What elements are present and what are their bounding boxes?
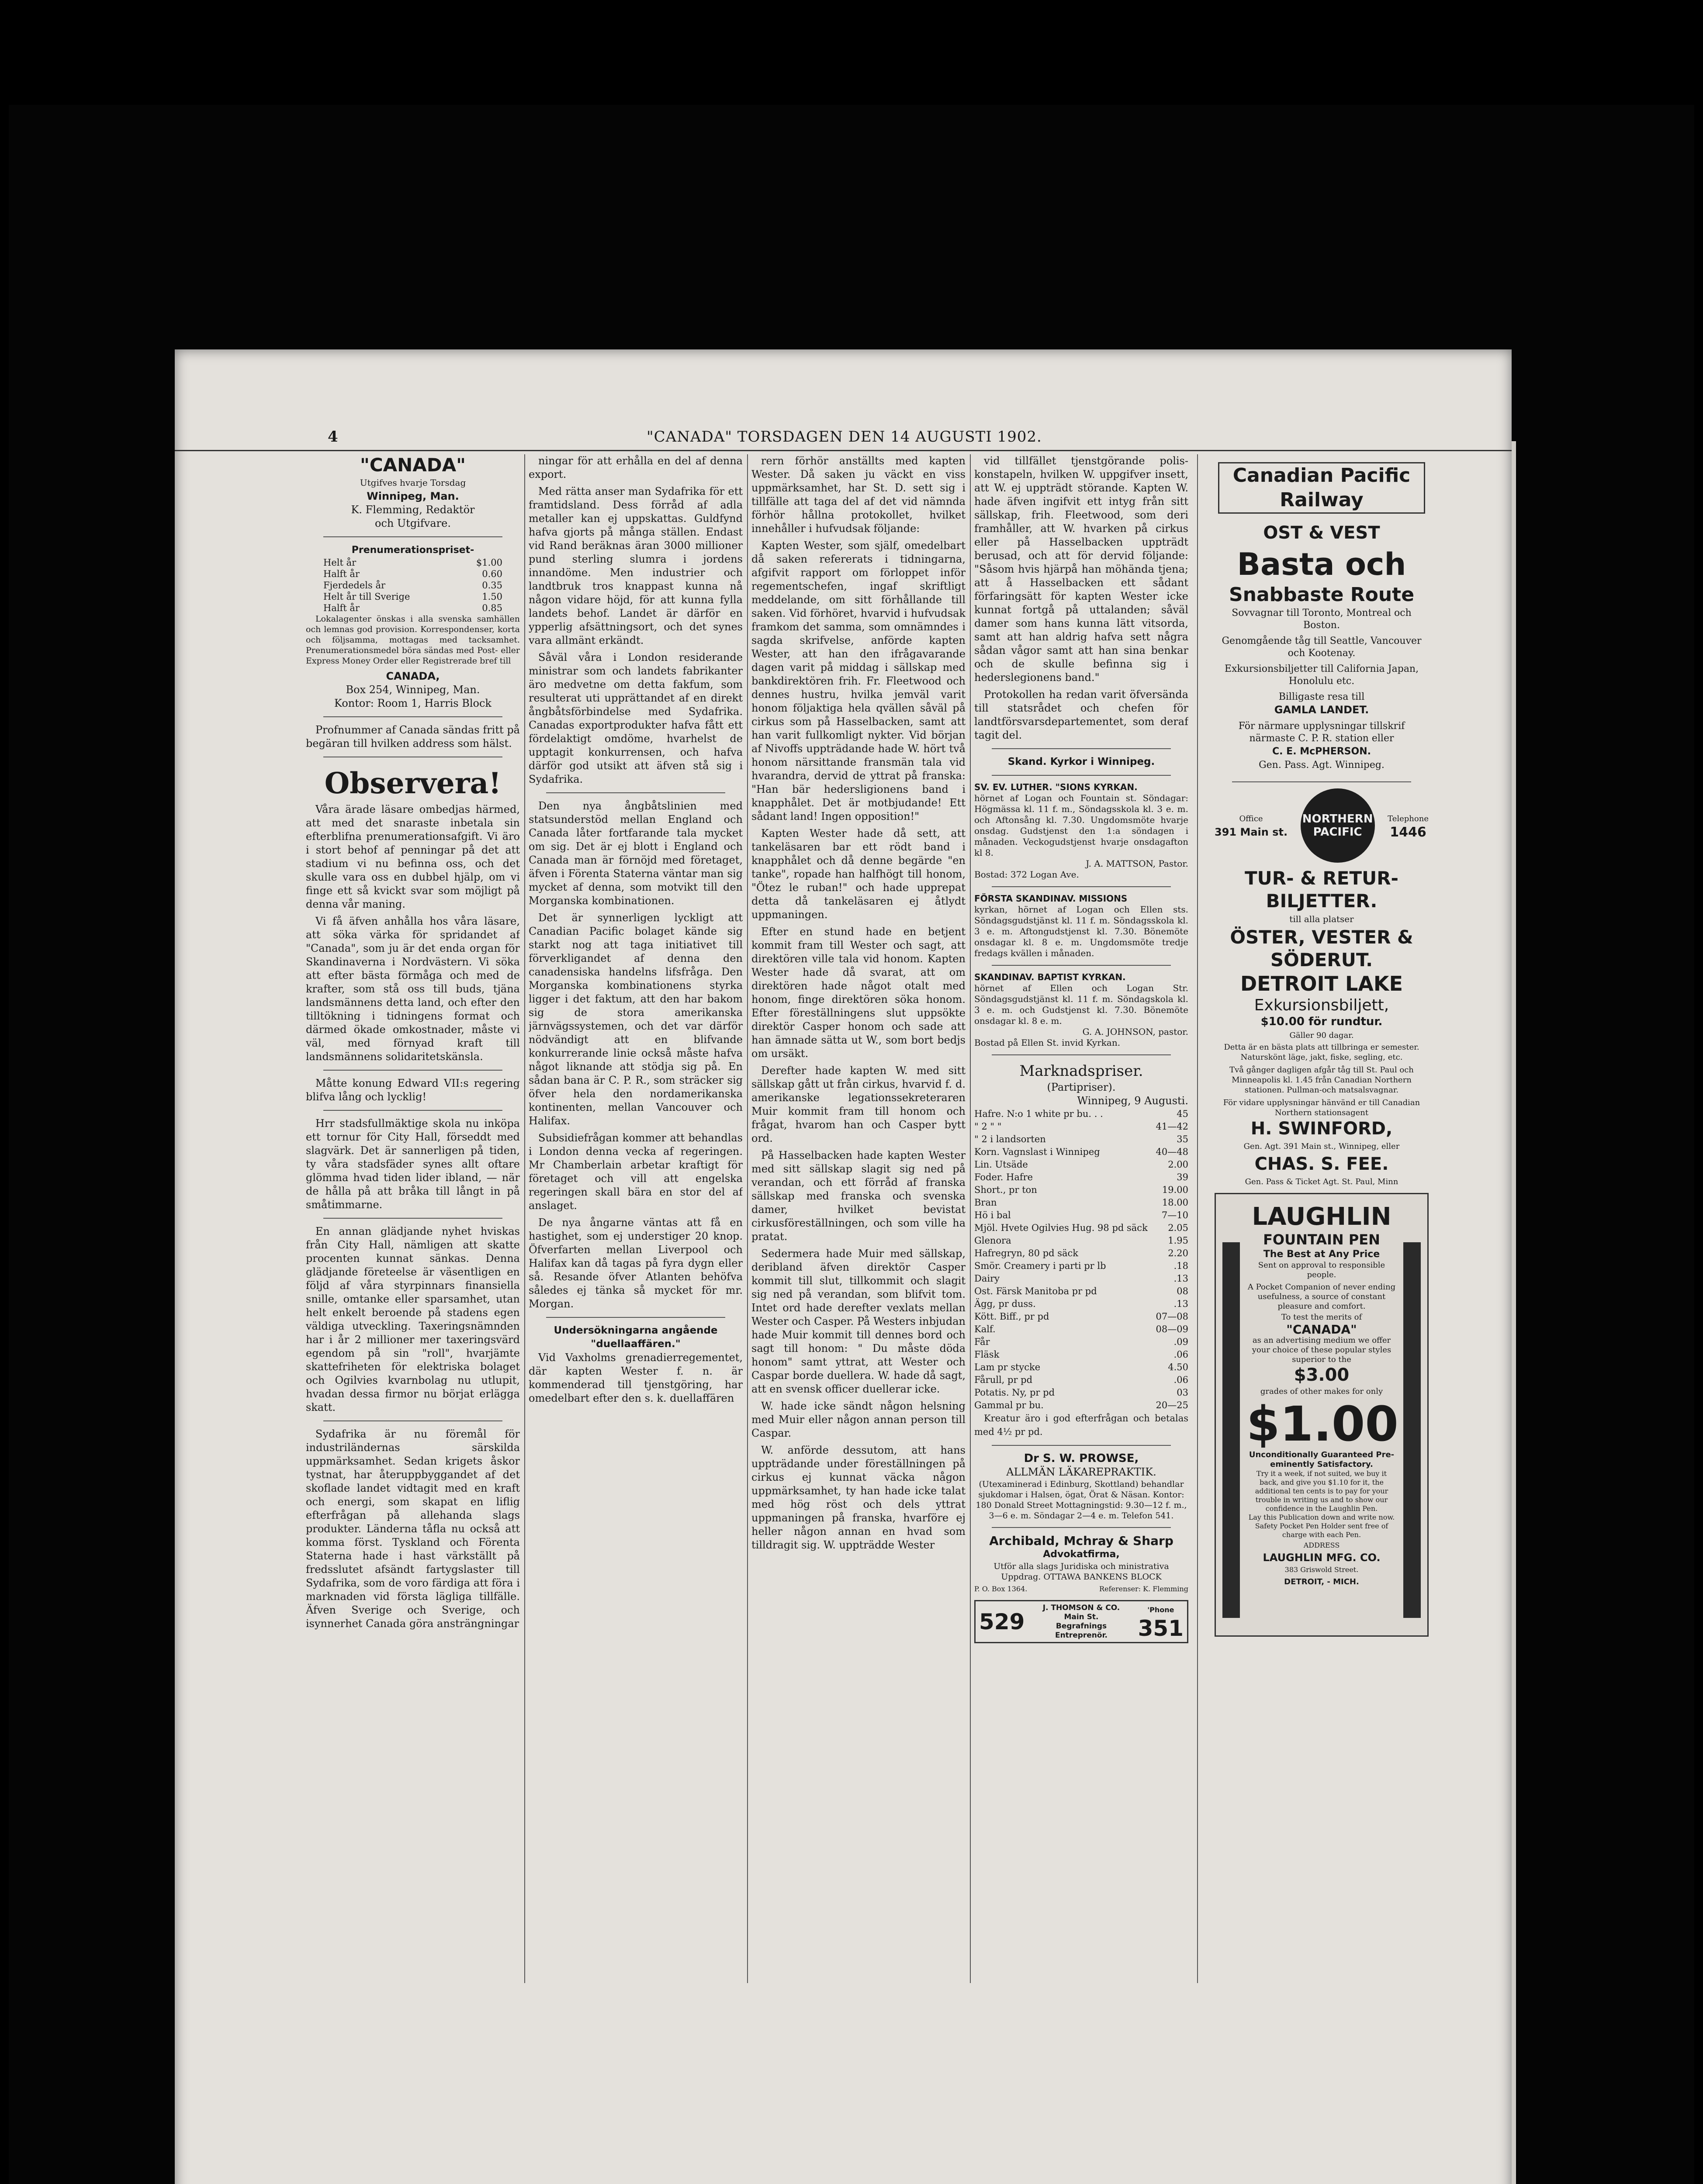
cpr-subtitle: OST & VEST [1263,523,1380,543]
page-number: 4 [328,428,338,446]
market-price: 35 [1177,1134,1188,1144]
market-item: Dairy [974,1273,1000,1284]
thomson-number-left: 529 [979,1609,1025,1635]
prowse-text: (Utexaminerad i Edinburg, Skottland) behandlar sjukdomar i Halsen, ögat, Örat & Näsan. Kontor: 180 Donald Street Mottagningstid: 9.30—12 f. m., 3—6 e. m. Söndagar 2—4 e. m. Telefon 541. [976,1479,1187,1521]
church-text: kyrkan, hörnet af Logan och Ellen sts. Söndagsgudstjänst kl. 11 f. m. Söndagsskola kl. 3 e. m. Aftongudstjenst kl. 7.30. Bönemöte onsdagar kl. 8 e. m. Ungdomsmöte tredje fredags kvällen i månaden. [974,904,1188,958]
pen-line: To test the merits of [1281,1313,1362,1322]
market-item: Korn. Vagnslast i Winnipeg [974,1147,1100,1157]
paragraph: Såväl våra i London residerande ministrar som och landets fabrikanter äro medvetne om detta fakfum, som resulterat uti upprättandet af en direkt ångbåtsförbindelse med Sydafrika. Canadas exportprodukter hafva fått ett fördelaktigt omdöme, hvarhelst de upptagit konkurrensen, och hafva därför god utsikt att äfven stå sig i Sydafrika. [529,651,743,785]
column-rule [1197,454,1198,1983]
market-item: Lin. Utsäde [974,1159,1028,1170]
paragraph: Hrr stadsfullmäktige skola nu inköpa ett tornur för City Hall, förseddt med slagvärk. Det är sannerligen på tiden, ty våra stadsfäder synes allt oftare glömma hvad tiden lider ibland, — när de hålla på att bråka till långt in på småtimmarne. [306,1117,520,1211]
market-price: 1.95 [1168,1235,1188,1246]
pen-old-price: $3.00 [1294,1365,1350,1385]
church-address: Bostad på Ellen St. invid Kyrkan. [974,1037,1121,1048]
market-item: Kalf. [974,1324,996,1334]
rate-row: Fjerdedels år 0.35 [323,580,502,591]
market-price: 41—42 [1156,1121,1188,1132]
paragraph: Derefter hade kapten W. med sitt sällskap gått ut från cirkus, hvarvid f. d. amerikanske legationssekreteraren Muir kommit fram till honom och frågat, hvarom han och Casper bytt ord. [751,1064,966,1144]
northern-pacific-ad [1215,788,1429,1189]
fountain-pen-icon [1222,1242,1240,1618]
church-listing [974,782,1188,1048]
paragraph: Kapten Wester hade då sett, att tankeläsaren bar ett rödt band i knapphålet och då denne begärde "en tanke", ropade han halfhögt till honom, "Ötez le ruban!" och hade upprepat detta då tankeläsaren ej åtlydt uppmaningen. [751,827,966,921]
market-price: 20—25 [1156,1400,1188,1410]
np-detroit-lake: DETROIT LAKE [1240,972,1403,995]
np-excursion: Exkursionsbiljett, [1254,996,1389,1014]
law-firm-title: Advokatfirma, [1043,1549,1120,1560]
market-price: 18.00 [1162,1197,1188,1208]
cpr-agent: C. E. McPHERSON. [1272,746,1371,757]
newspaper-page [175,349,1512,2184]
market-subtitle: (Partipriser). [1047,1081,1116,1093]
paragraph: De nya ångarne väntas att få en hastighet, som ej understiger 20 knop. Öfverfarten mellan Liverpool och Halifax kan då tagas på fyra dygn eller så. Resande öfver Atlanten behöfva således ej tänka så mycket för mr. Morgan. [529,1216,743,1310]
market-row [974,1386,1188,1399]
market-item: Short., pr ton [974,1185,1037,1195]
pen-line: Unconditionally Guaranteed Pre-eminently Satisfactory. [1249,1450,1395,1469]
market-row [974,1184,1188,1196]
cpr-line: Sovvagnar till Toronto, Montreal och Boston. [1232,608,1412,631]
market-price: .13 [1173,1273,1188,1284]
fountain-pen-icon [1403,1242,1421,1618]
paragraph: Efter en stund hade en betjent kommit fram till Wester och sagt, att direktören ville tala vid honom. Kapten Wester hade då svarat, att om direktören hade något otalt med honom, finge direktören söka honom. Efter föreställningens slut uppsökte direktör Casper honom och sade att han ämnade sätta ut W., som bort bedjs om ursäkt. [751,926,966,1060]
market-item: Foder. Hafre [974,1172,1033,1182]
market-date: Winnipeg, 9 Augusti. [1077,1095,1188,1107]
market-row [974,1247,1188,1260]
market-item: Kött. Biff., pr pd [974,1311,1049,1322]
divider [992,748,1171,749]
np-directions: ÖSTER, VESTER & SÖDERUT. [1230,926,1413,971]
pen-line: Try it a week, if not suited, we buy it back, and give you $1.10 for it, the additional ten cents is to pay for your trouble in writing us and to show our confidence in the Laughlin Pen. [1255,1469,1388,1513]
thomson-addr: Main St. [1064,1612,1099,1621]
market-title: Marknadspriser. [1019,1062,1143,1080]
market-price: 2.00 [1168,1159,1188,1170]
thomson-name: J. THOMSON & CO. [1042,1603,1120,1612]
np-headline: TUR- & RETUR-BILJETTER. [1245,867,1398,912]
market-price: 39 [1177,1172,1188,1182]
law-firm-box: P. O. Box 1364. [974,1585,1028,1593]
market-row [974,1272,1188,1285]
market-item: Potatis. Ny, pr pd [974,1387,1055,1398]
market-item: " 2 i landsorten [974,1134,1046,1144]
market-item: Hafre. N:o 1 white pr bu. . . [974,1109,1103,1119]
pen-line: A Pocket Companion of never ending usefulness, a source of constant pleasure and comfort. [1247,1282,1396,1311]
paragraph: Med rätta anser man Sydafrika för ett framtidsland. Dess förråd af adla metaller kan ej uppskattas. Guldfynd hafva gjorts på många ställen. Endast vid Rand beräknas äran 3000 millioner pund sterling slumra i jordens innandöme. Men industrier och landtbruk tros knappast kunna nå någon vidare höjd, för att kunna fylla landets behof. Landet är därför en ypperlig afsättningsort, och det synes vara allmänt erkändt. [529,485,743,646]
column-4 [974,454,1188,1992]
masthead-notes: Lokalagenter önskas i alla svenska samhällen och lemnas god provision. Korrespondenser, korta och följsamma, mottagas med tacksamhet. Prenumerationsmedel böra sändas med Post- eller Express Money Order eller Registrerade bref till [306,614,520,666]
church-text: hörnet af Logan och Fountain st. Söndagar: Högmässa kl. 11 f. m., Söndagsskola kl. 3 e. m. och Aftonsång kl. 7.30. Ungdomsmöte hvarje onsdag. Gudstjenst den 1:a söndagen i månaden. Veckogudstjenst hvarje onsdagafton kl 8. [974,793,1188,858]
pen-brand: LAUGHLIN [1252,1203,1391,1231]
thomson-ad [974,1600,1188,1643]
market-row [974,1374,1188,1386]
cpr-agent-title: Gen. Pass. Agt. Winnipeg. [1259,760,1385,771]
paragraph: Måtte konung Edward VII:s regering blifva lång och lycklig! [306,1077,520,1103]
np-agent: H. SWINFORD, [1250,1119,1393,1139]
column-rule [970,454,971,1983]
cpr-line: Billigaste resa till [1278,691,1365,702]
church-address: Bostad: 372 Logan Ave. [974,869,1079,880]
paragraph: Våra ärade läsare ombedjas härmed, att med det snaraste inbetala sin efterblifna prenumerationsafgift. Vi äro i stort behof af penningar på det att stadium vi nu befinna oss, och det skulle vara oss en dubbel hjälp, om vi finge ett så kvickt svar som möjligt på denna vår maning. [306,803,520,910]
divider [1232,781,1411,782]
market-row [974,1361,1188,1374]
pen-line: ADDRESS [1303,1541,1340,1549]
divider [546,1317,725,1318]
subheading: Undersökningarna angående [554,1325,718,1336]
churches-title: Skand. Kyrkor i Winnipeg. [1007,756,1155,767]
paragraph: vid tillfället tjenstgörande polis-konstapeln, hvilken W. uppgifver insett, att W. ej uppträdt störande. Kapten W. hade äfven ingifvit ett intyg från sitt sällskap, frih. Fleetwood, som deri framhåller, att W. hvarken på cirkus eller på Hasselbacken uppträdt berusad, och att för dervid följande: "Såsom hvis hjärpå han möhända tjena; att å Hasselbacken ett sådant förfaringsätt för kapten Wester icke kunnat fortgå på uttalanden; såväl damer som hans kunna lätt vitsorda, samt att han aldrig hafva sett några sådan vågor samt att han sina benkar och de skulle befinna sig i hederslegionens band." [974,455,1188,684]
market-item: Hö i bal [974,1210,1011,1220]
market-row [974,1222,1188,1234]
church-pastor: G. A. JOHNSON, pastor. [1082,1026,1188,1037]
market-row [974,1298,1188,1310]
masthead [306,454,520,750]
rate-row: Helt år till Sverige 1.50 [323,591,502,602]
column-rule [524,454,525,1983]
market-price: 2.05 [1168,1223,1188,1233]
rates-title: Prenumerationspriset- [351,545,474,556]
market-item: Hafregryn, 80 pd säck [974,1248,1079,1258]
market-price-list [974,1108,1188,1412]
market-note: Kreatur äro i god efterfrågan och betalas med 4½ pr pd. [974,1413,1188,1437]
market-item: Mjöl. Hvete Ogilvies Hug. 98 pd säck [974,1223,1148,1233]
subheading: "duellaaffären." [591,1338,681,1350]
market-item: Bran [974,1197,997,1208]
pen-line: Sent on approval to responsible people. [1258,1261,1385,1279]
cpr-line: Genomgående tåg till Seattle, Vancouver och Kootenay. [1222,636,1422,659]
market-price: .18 [1173,1261,1188,1271]
column-2 [529,454,743,1992]
rate-row: Helt år $1.00 [323,557,502,568]
law-firm-ref: Referenser: K. Flemming [1099,1585,1188,1593]
cpr-ad [1215,459,1429,775]
np-office-label: Office [1239,814,1263,823]
market-price: 03 [1177,1387,1188,1398]
divider [992,775,1171,776]
market-row [974,1310,1188,1323]
rate-row: Halft år 0.85 [323,603,502,613]
column-rule [747,454,748,1983]
market-item: Glenora [974,1235,1011,1246]
divider [323,1070,502,1071]
market-price: 2.20 [1168,1248,1188,1258]
divider [992,1445,1171,1446]
market-price: .06 [1173,1349,1188,1360]
market-price: 4.50 [1168,1362,1188,1372]
paragraph: Vi få äfven anhålla hos våra läsare, att söka värka för spridandet af "Canada", som ju är det enda organ för Skandinaverna i Nordvästern. Vi söka att efter bästa förmåga och med de krafter, som stå oss till buds, tjäna landsmännens detta land, och efter den tilltökning i tidningens format och därmed ökade omkostnader, måste vi väl, med förnyad kraft till landsmännens solidaritetskänsla. [306,915,520,1063]
masthead-place: Winnipeg, Man. [367,490,459,502]
np-agent-2: CHAS. S. FEE. [1254,1154,1389,1174]
np-address: 391 Main st. [1215,826,1288,838]
prowse-title: ALLMÄN LÄKAREPRAKTIK. [1006,1466,1156,1478]
np-telephone-label: Telephone [1388,814,1429,823]
pen-city: DETROIT, - MICH. [1284,1577,1359,1586]
market-item: " 2 " " [974,1121,1002,1132]
divider [323,1218,502,1219]
divider [992,1527,1171,1528]
observera-heading: Observera! [324,766,502,800]
church-name: SKANDINAV. BAPTIST KYRKAN. [974,972,1126,982]
market-row [974,1196,1188,1209]
paragraph: rern förhör anställts med kapten Wester. Då saken ju väckt en viss uppmärksamhet, har St. D. sett sig i tillfälle att taga del af det vid nämnda förhör hållna protokollet, hvilket innehåller i hufvudsak följande: [751,455,966,535]
thomson-number-right: 351 [1138,1616,1184,1641]
market-item: Smör. Creamery i parti pr lb [974,1261,1106,1271]
market-row [974,1171,1188,1184]
page-header [175,428,1512,451]
market-row [974,1260,1188,1272]
church-text: hörnet af Ellen och Logan Str. Söndagsgudstjänst kl. 11 f. m. Söndagskola kl. 3 e. m. och Gudstjenst kl. 7.30. Bönemöte onsdagar kl. 8 e. m. [974,983,1188,1026]
paragraph: Protokollen ha redan varit öfversända till statsrådet och chefen för landtförsvarsdepartementet, som deraf tagit del. [974,688,1188,741]
address-name: CANADA, [386,670,440,682]
market-price: 19.00 [1162,1185,1188,1195]
market-price: 07—08 [1156,1311,1188,1322]
masthead-editor-2: och Utgifvare. [375,517,451,529]
address-box: Box 254, Winnipeg, Man. [346,684,480,696]
thomson-phone: 'Phone [1147,1606,1174,1614]
market-item: Lam pr stycke [974,1362,1041,1372]
np-telephone: 1446 [1390,825,1426,840]
church-name: SV. EV. LUTHER. "SIONS KYRKAN. [974,782,1138,792]
sample-copy-note: Profnummer af Canada sändas fritt på begäran till hvilken address som hälst. [306,724,520,750]
masthead-tagline: Utgifves hvarje Torsdag [360,477,466,488]
paragraph: Subsidiefrågan kommer att behandlas i London denna vecka af regeringen. Mr Chamberlain arbetar kraftigt för företaget och vill att engelska regeringen skall bära en stor del af anslaget. [529,1132,743,1212]
paragraph: Den nya ångbåtslinien med statsunderstöd mellan England och Canada låter fortfarande tala mycket om sig. Det är ej blott i England och Canada man är förnöjd med företaget, äfven i Förenta Staterna väntar man sig mycket af denna, som motvikt till den Morganska kombinationen. [529,800,743,907]
cpr-basta: Basta och [1237,546,1406,582]
market-price: 08—09 [1156,1324,1188,1334]
laughlin-pen-ad [1215,1193,1429,1637]
prowse-name: Dr S. W. PROWSE, [1024,1452,1139,1465]
divider [546,792,725,793]
divider [992,886,1171,887]
market-row [974,1146,1188,1158]
pen-line: 383 Griswold Street. [1284,1565,1359,1574]
thomson-line: Entreprenör. [1055,1631,1108,1640]
address-office: Kontor: Room 1, Harris Block [334,697,492,709]
market-row [974,1285,1188,1298]
market-price: .13 [1173,1299,1188,1309]
masthead-name: "CANADA" [360,454,466,476]
pen-line: Safety Pocket Pen Holder sent free of charge with each Pen. [1255,1522,1388,1539]
market-item: Fårull, pr pd [974,1375,1033,1385]
divider [323,1420,502,1421]
market-item: Ost. Färsk Manitoba pr pd [974,1286,1097,1296]
market-row [974,1323,1188,1336]
market-row [974,1133,1188,1146]
market-item: Fläsk [974,1349,1000,1360]
np-price: $10.00 för rundtur. [1260,1015,1383,1028]
market-item: Får [974,1337,990,1347]
divider [323,1110,502,1111]
paragraph: Vid Vaxholms grenadierregementet, där kapten Wester f. n. är kommenderad till tjenstgöring, har omedelbart efter den s. k. duellaffären [529,1351,743,1404]
cpr-line: För närmare upplysningar tillskrif närmaste C. P. R. station eller [1238,721,1405,744]
cpr-route: Snabbaste Route [1229,584,1415,606]
column-1 [306,454,520,1992]
column-3 [751,454,966,1992]
pen-subtitle: FOUNTAIN PEN [1263,1231,1380,1248]
pen-line: Lay this Publication down and write now. [1248,1513,1395,1521]
paragraph: På Hasselbacken hade kapten Wester med sitt sällskap slagit sig ned på verandan, och ett förråd af franska sällskap med franska och svenska damer, hvilket bevistat cirkusföreställningen, och som ville ha pratat. [751,1149,966,1243]
market-item: Gammal pr bu. [974,1400,1044,1410]
market-row [974,1336,1188,1348]
paragraph: Sydafrika är nu föremål för industriländernas särskilda uppmärksamhet. Sedan krigets åskor tystnat, har återuppbyggandet af det skoflade landet vidtagit med en kraft och energi, som skapat en liflig efterfrågan på allehanda slags produkter. Länderna tåfla nu också att komma först. Tyskland och Förenta Staterna hade i hast värkställt på fredsslutet afsändt fartygslaster till Sydafrika, som de voro färdiga att föra i marknaden vid första lägliga tillfälle. Äfven Sverige och Sverige, och isynnerhet Canada göra ansträngningar [306,1428,520,1630]
market-row [974,1209,1188,1222]
paragraph: Det är synnerligen lyckligt att Canadian Pacific bolaget kände sig starkt nog att taga initiativet till förverkligandet af denna den canadensiska handelns lifsfråga. Den Morganska kombinationens styrka ligger i det faktum, att den har bakom sig de stora amerikanska järnvägssystemen, och det var därför nödvändigt att en blifvande konkurrerande linie också måste hafva något liknande att stödja sig på. En sådan bana är C. P. R., som sträcker sig öfver hela den nordamerikanska kontinenten, mellan Vancouver och Halifax. [529,912,743,1127]
header-title: "CANADA" TORSDAGEN DEN 14 AUGUSTI 1902. [647,428,1042,446]
masthead-editor: K. Flemming, Redaktör [351,504,475,516]
np-line: För vidare upplysningar hänvänd er till Canadian Northern stationsagent [1223,1098,1420,1117]
church-name: FÖRSTA SKANDINAV. MISSIONS [974,893,1128,904]
cpr-title: Canadian Pacific Railway [1218,462,1425,514]
law-firm-text: Utför alla slags Juridiska och ministrativa Uppdrag. OTTAWA BANKENS BLOCK [993,1562,1169,1582]
market-price: .09 [1173,1337,1188,1347]
market-price: .06 [1173,1375,1188,1385]
paragraph: En annan glädjande nyhet hviskas från City Hall, nämligen att skatte procenten kunnat sänkas. Denna glädjande företeelse är väsentligen en följd af våra styrpinnars finansiella snille, omtanke eller sparsamhet, utan helt enkelt beroende på stadens egen väldiga utveckling. Taxeringsnämnden har i år 2 millioner mer taxeringsvärd egendom på sin "roll", hvarjämte skattefriheten för elektriska bolaget och Ogilvies kvarnbolag nu utlupit, hvadan dessa firmor nu börjat erlägga skatt. [306,1225,520,1413]
thomson-line: Begrafnings [1056,1621,1107,1631]
market-row [974,1108,1188,1120]
rate-row: Halft år 0.60 [323,569,502,579]
market-row [974,1348,1188,1361]
np-line: Gen. Pass & Ticket Agt. St. Paul, Minn [1245,1177,1398,1186]
cpr-line: Exkursionsbiljetter till California Japan, Honolulu etc. [1224,663,1419,687]
divider [323,536,502,537]
paragraph: W. hade icke sändt någon helsning med Muir eller någon annan person till Caspar. [751,1400,966,1439]
market-row [974,1158,1188,1171]
law-firm-name: Archibald, Mchray & Sharp [989,1534,1173,1548]
np-line: Gäller 90 dagar. [1289,1031,1354,1040]
np-line: Detta är en bästa plats att tillbringa er semester. Naturskönt läge, jakt, fiske, segling, etc. [1224,1043,1419,1062]
northern-pacific-logo-icon: NORTHERN PACIFIC [1301,788,1375,863]
paragraph: Kapten Wester, som själf, omedelbart då saken refererats i tidningarna, afgifvit rapport om förloppet inför regementschefen, ingaf skriftligt meddelande, om sitt förhållande till saken. Vid förhöret, hvarvid i hufvudsak framkom det samma, som omnämndes i sagda skrifvelse, anförde kapten Wester, att han den ifrågavarande dagen varit på middag i sällskap med bankdirektören frih. Fr. Fleetwood och dennes hustru, hvilka jemväl varit honom följaktiga hela qvällen såväl på cirkus som på Hasselbacken, samt att han varit fullkomligt nykter. Vid början af Nivoffs uppträdande hade W. hört två honom närsittande fransmän tala vid hvarandra, dervid de yttrat på franska: "Han bär hedersligionens band i knapphålet. Det är motbjudande! Ett sådant land! Ingen opposition!" [751,539,966,822]
pen-line: The Best at Any Price [1263,1249,1380,1260]
church-pastor: J. A. MATTSON, Pastor. [1086,858,1188,869]
market-price: 45 [1177,1109,1188,1119]
divider [992,1054,1171,1055]
market-row [974,1234,1188,1247]
pen-line: as an advertising medium we offer your choice of these popular styles superior to the [1252,1336,1391,1364]
pen-price: $1.00 [1246,1396,1398,1452]
cpr-line: GAMLA LANDET. [1274,704,1369,716]
np-line: Två gånger dagligen afgår tåg till St. Paul och Minneapolis kl. 1.45 från Canadian Northern stationen. Pullman-och matsalsvagnar. [1229,1065,1414,1095]
pen-company: LAUGHLIN MFG. CO. [1263,1552,1381,1564]
pen-canada: "CANADA" [1286,1322,1357,1337]
market-price: 40—48 [1156,1147,1188,1157]
divider [992,965,1171,966]
market-price: 7—10 [1161,1210,1188,1220]
market-price: 08 [1177,1286,1188,1296]
paragraph: Sedermera hade Muir med sällskap, deribland äfven direktör Casper kommit till slut, tillkommit och slagit sig ned på verandan, som blifvit tom. Intet ord hade derefter vexlats mellan Wester och Casper. På Westers inbjudan hade Muir kommit till dennes bord och sagt till honom: " Du måste döda honom" samt yttrat, att Wester och Caspar borde duellera. W. hade då sagt, att en svensk officer duellerar icke. [751,1248,966,1395]
paragraph: ningar för att erhålla en del af denna export. [529,455,743,480]
column-5 [1215,454,1429,1992]
pen-line: grades of other makes for only [1260,1387,1383,1396]
np-line: till alla platser [1289,914,1354,924]
np-line: Gen. Agt. 391 Main st., Winnipeg, eller [1243,1142,1400,1151]
paragraph: W. anförde dessutom, att hans uppträdande under föreställningen på cirkus ej kunnat väcka någon uppmärksamhet, ty han hade icke talat med hög röst och dels yttrat uppmaningen på franska, hvarföre ej heller någon annan en hvad som tilldragit sig. W. uppträdde Wester [751,1444,966,1551]
rates-list [306,557,520,614]
market-row [974,1399,1188,1412]
market-item: Ägg, pr duss. [974,1299,1036,1309]
market-row [974,1120,1188,1133]
divider [323,716,502,717]
